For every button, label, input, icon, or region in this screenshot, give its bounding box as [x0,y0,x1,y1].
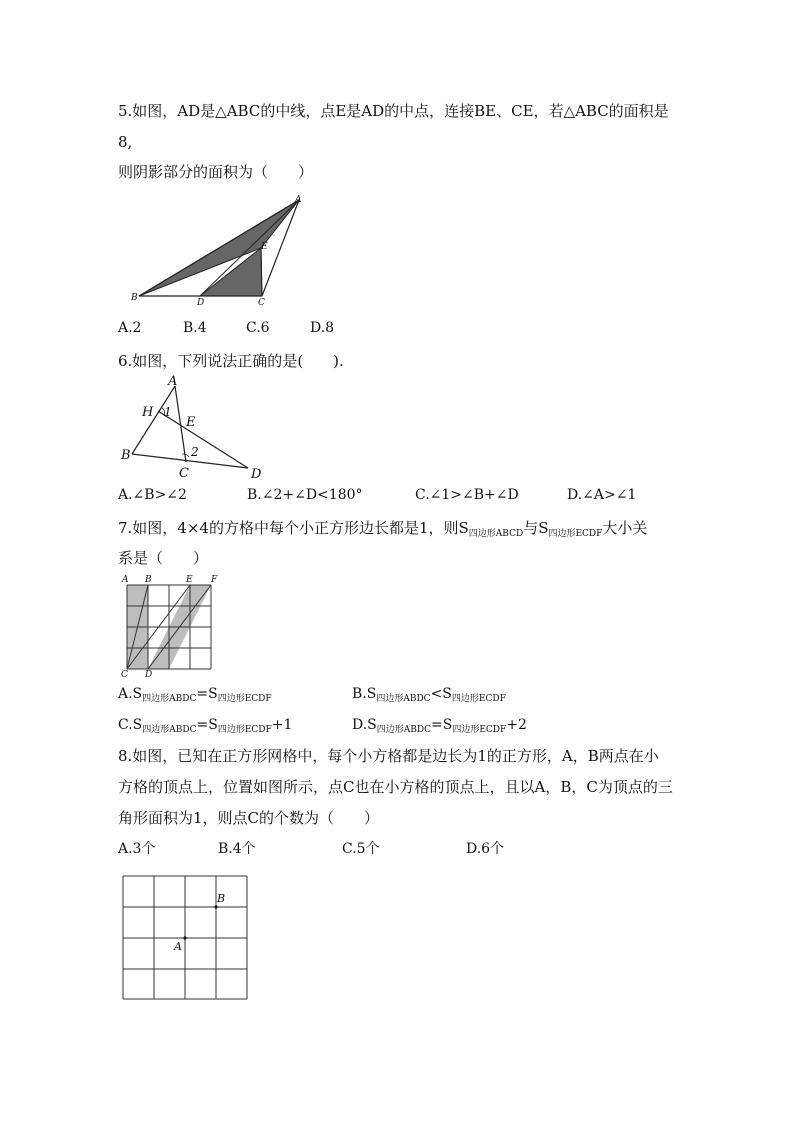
q8-stem-line2: 方格的顶点上，位置如图所示，点C也在小方格的顶点上，且以A，B，C为顶点的三 [118,778,673,796]
q5-label-e: E [261,242,268,252]
q7-option-d-sub2: 四边形ECDF [452,725,507,735]
q5-figure [125,192,325,307]
q7-stem-sub1: 四边形ABCD [468,529,524,539]
q6-option-c[interactable]: C.∠1>∠B+∠D [415,487,519,503]
q8-option-d[interactable]: D.6个 [466,841,505,857]
q5-option-a[interactable]: A.2 [118,320,142,336]
q7-label-d: D [145,670,153,680]
q5-label-a: A [295,195,302,205]
q7-option-a[interactable] [118,684,272,709]
q8-point-b [214,905,217,908]
q6-label-e: E [186,415,196,430]
q7-figure [118,572,228,680]
q6-label-1: 1 [164,405,172,419]
q7-option-b-sub1: 四边形ABDC [376,694,431,704]
q7-option-c-sub1: 四边形ABDC [142,725,197,735]
q7-option-c-sub2: 四边形ECDF [217,725,272,735]
q7-option-b-part2: <S [430,686,452,702]
q8-stem-line1: 8.如图，已知在正方形网格中，每个小方格都是边长为1的正方形，A，B两点在小 [118,747,659,765]
q8-label-a: A [174,940,182,953]
q8-stem-line3: 角形面积为1，则点C的个数为（ ） [118,809,380,827]
q7-option-c-part1: C.S [118,717,143,733]
q7-label-b: B [145,575,152,585]
q8-option-b[interactable]: B.4个 [218,841,256,857]
q6-label-d: D [251,467,262,482]
q7-option-a-sub2: 四边形ECDF [217,694,272,704]
q7-stem-part1: 7.如图，4×4的方格中每个小正方形边长都是1，则S [118,519,469,537]
q7-option-d-part1: D.S [352,717,377,733]
q7-option-a-sub1: 四边形ABDC [142,694,197,704]
q6-option-d[interactable]: D.∠A>∠1 [567,487,637,503]
q8-option-c[interactable]: C.5个 [342,841,380,857]
q6-segment-ac [175,386,186,462]
q5-label-d: D [197,298,205,308]
q7-label-c: C [121,670,128,680]
q5-stem-line1: 5.如图，AD是△ABC的中线，点E是AD的中点，连接BE、CE，若△ABC的面积是 [118,102,669,120]
q6-segment-hd [158,411,248,468]
q6-option-b[interactable]: B.∠2+∠D<180° [247,487,363,503]
q7-stem-sub2: 四边形ECDF [548,529,603,539]
q5-stem-line3: 则阴影部分的面积为（ ） [118,163,314,181]
q5-label-c: C [258,298,265,308]
q6-stem: 6.如图，下列说法正确的是( ). [118,352,344,370]
q6-option-a[interactable]: A.∠B>∠2 [118,487,187,503]
q7-label-f: F [211,575,218,585]
q7-option-d-sub1: 四边形ABDC [376,725,431,735]
q8-label-b: B [217,892,226,905]
q7-option-d-part2: =S [431,717,453,733]
q5-option-c[interactable]: C.6 [246,320,270,336]
q7-option-d-part3: +2 [506,717,527,733]
q7-label-e: E [186,575,193,585]
q6-segment-ab [132,386,175,454]
q7-option-a-part1: A.S [118,686,143,702]
q7-stem-part2: 与S [523,519,549,537]
q6-label-h: H [142,405,154,420]
q5-option-b[interactable]: B.4 [183,320,207,336]
q6-label-b: B [121,448,131,463]
q7-option-b-part1: B.S [352,686,377,702]
q5-option-d[interactable]: D.8 [310,320,335,336]
q8-figure [118,870,248,1000]
q7-option-a-part2: =S [196,686,218,702]
q6-label-c: C [179,466,189,481]
q5-stem-line2: 8, [118,133,133,151]
q6-figure [118,370,268,480]
q7-option-b[interactable] [352,684,506,709]
q7-option-d[interactable] [352,715,527,740]
q7-label-a: A [122,575,129,585]
q5-label-b: B [131,293,138,303]
q6-label-a: A [168,374,178,389]
q7-stem-part3: 大小关 [602,519,648,537]
q6-segment-bd [132,454,248,468]
q7-option-c[interactable] [118,715,292,740]
q7-stem-line2: 系是（ ） [118,549,209,567]
q7-option-c-part2: =S [196,717,218,733]
q8-option-a[interactable]: A.3个 [118,841,156,857]
q7-option-c-part3: +1 [271,717,293,733]
q8-point-a [183,936,186,939]
q7-stem-line1 [118,518,647,544]
q6-label-2: 2 [191,445,199,459]
q7-option-b-sub2: 四边形ECDF [451,694,506,704]
